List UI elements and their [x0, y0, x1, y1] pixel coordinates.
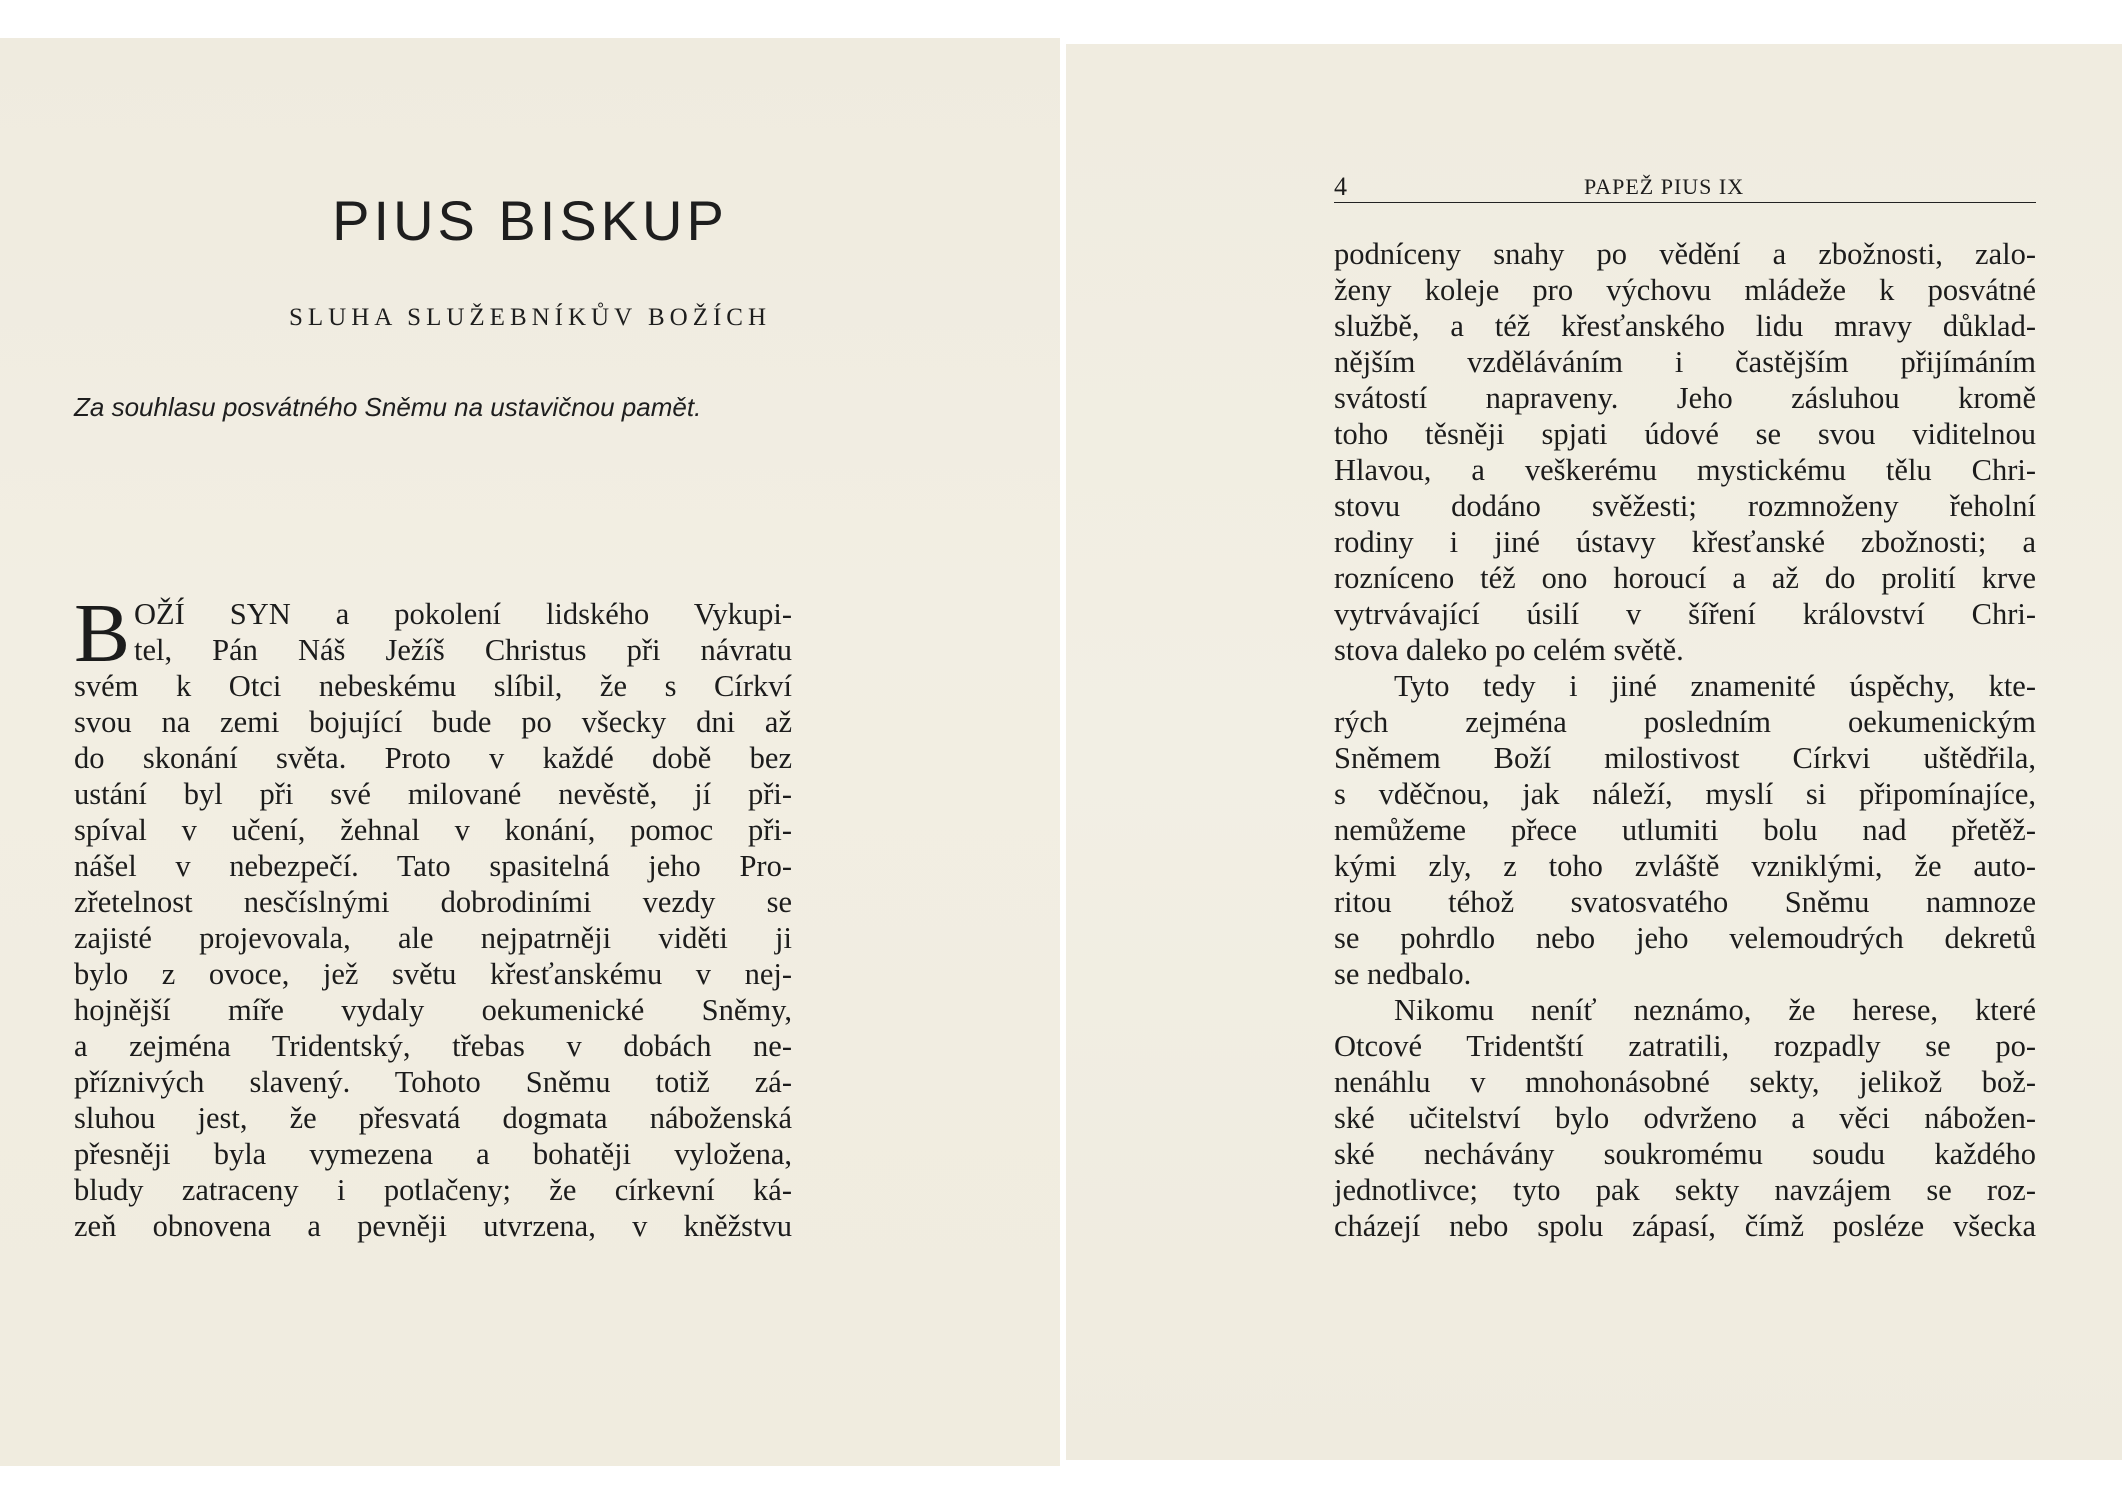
page-subtitle: SLUHA SLUŽEBNÍKŮV BOŽÍCH: [288, 304, 772, 331]
intro-line: Za souhlasu posvátného Sněmu na ustavičnou pamět.: [74, 392, 702, 422]
page-title: PIUS BISKUP: [332, 189, 728, 252]
text-line: do skonání světa. Proto v každé době bez: [74, 741, 792, 775]
text-line: bludy zatraceny i potlačeny; že církevní ká-: [74, 1173, 792, 1207]
text-line: ské nechávány soukromému soudu každého: [1334, 1137, 2036, 1171]
text-line: Otcové Tridentští zatratili, rozpadly se po-: [1334, 1029, 2036, 1063]
text-line: zajisté projevovala, ale nejpatrněji viděti ji: [74, 921, 792, 955]
text-line: rodiny i jiné ústavy křesťanské zbožnosti; a: [1334, 525, 2036, 559]
text-line: sluhou jest, že přesvatá dogmata náboženská: [74, 1101, 792, 1135]
text-line: nenáhlu v mnohonásobné sekty, jelikož bož-: [1334, 1065, 2036, 1099]
page-number: 4: [1334, 172, 1347, 201]
text-line: tel, Pán Náš Ježíš Christus při návratu: [134, 633, 792, 667]
text-line: se pohrdlo nebo jeho velemoudrých dekretů: [1334, 921, 2036, 955]
text-line: cházejí nebo spolu zápasí, čímž posléze všecka: [1334, 1209, 2036, 1243]
text-line: OŽÍ SYN a pokolení lidského Vykupi-: [134, 597, 792, 631]
text-line: svou na zemi bojující bude po všecky dni až: [74, 705, 792, 739]
text-line: rých zejména posledním oekumenickým: [1334, 705, 2036, 739]
text-line: spíval v učení, žehnal v konání, pomoc při-: [74, 813, 792, 847]
text-line: službě, a též křesťanského lidu mravy důklad-: [1334, 309, 2036, 343]
text-line: ustání byl při své milované nevěstě, jí při-: [74, 777, 792, 811]
text-line: bylo z ovoce, jež světu křesťanskému v nej-: [74, 957, 792, 991]
text-line: se nedbalo.: [1334, 957, 1472, 991]
text-line: zřetelnost nesčíslnými dobrodiními vezdy se: [74, 885, 792, 919]
text-line: přesněji byla vymezena a bohatěji vyložena,: [74, 1137, 792, 1171]
text-line: zeň obnovena a pevněji utvrzena, v kněžstvu: [74, 1209, 792, 1243]
text-line: podníceny snahy po vědění a zbožnosti, zalo-: [1334, 237, 2036, 271]
text-line: nášel v nebezpečí. Tato spasitelná jeho Pro-: [74, 849, 792, 883]
text-line: jednotlivce; tyto pak sekty navzájem se roz-: [1334, 1173, 2036, 1207]
drop-cap: B: [74, 587, 131, 680]
text-line: svém k Otci nebeskému slíbil, že s Církví: [74, 669, 792, 703]
text-line: a zejména Tridentský, třebas v dobách ne-: [74, 1029, 792, 1063]
text-line: Sněmem Boží milostivost Církvi uštědřila,: [1334, 741, 2036, 775]
running-head: [1334, 172, 2036, 203]
text-line: Tyto tedy i jiné znamenité úspěchy, kte-: [1394, 669, 2036, 703]
text-line: vytrvávající úsilí v šíření království Chri-: [1334, 597, 2036, 631]
running-title: PAPEŽ PIUS IX: [1584, 174, 1745, 199]
text-line: stovu dodáno svěžesti; rozmnoženy řeholní: [1334, 489, 2036, 523]
text-line: s vděčnou, jak náleží, myslí si připomínajíce,: [1334, 777, 2036, 811]
text-line: svátostí napraveny. Jeho zásluhou kromě: [1334, 381, 2036, 415]
text-line: kými zly, z toho zvláště vzniklými, že auto-: [1334, 849, 2036, 883]
text-line: Hlavou, a veškerému mystickému tělu Chri-: [1334, 453, 2036, 487]
text-line: stova daleko po celém světě.: [1334, 633, 1684, 667]
text-line: hojnější míře vydaly oekumenické Sněmy,: [74, 993, 792, 1027]
text-line: nemůžeme přece utlumiti bolu nad přetěž-: [1334, 813, 2036, 847]
right-page-body: [1334, 236, 2036, 1244]
text-line: ritou téhož svatosvatého Sněmu namnoze: [1334, 885, 2036, 919]
text-line: ské učitelství bylo odvrženo a věci nábožen-: [1334, 1101, 2036, 1135]
left-page-body: [74, 596, 792, 1244]
text-line: nějším vzděláváním i častějším přijímáním: [1334, 345, 2036, 379]
text-line: Nikomu neníť neznámo, že herese, které: [1394, 993, 2036, 1027]
text-line: příznivých slavený. Tohoto Sněmu totiž zá-: [74, 1065, 792, 1099]
text-line: toho těsněji spjati údové se svou viditelnou: [1334, 417, 2036, 451]
text-line: ženy koleje pro výchovu mládeže k posvátné: [1334, 273, 2036, 307]
text-line: rozníceno též ono horoucí a až do prolití krve: [1334, 561, 2036, 595]
